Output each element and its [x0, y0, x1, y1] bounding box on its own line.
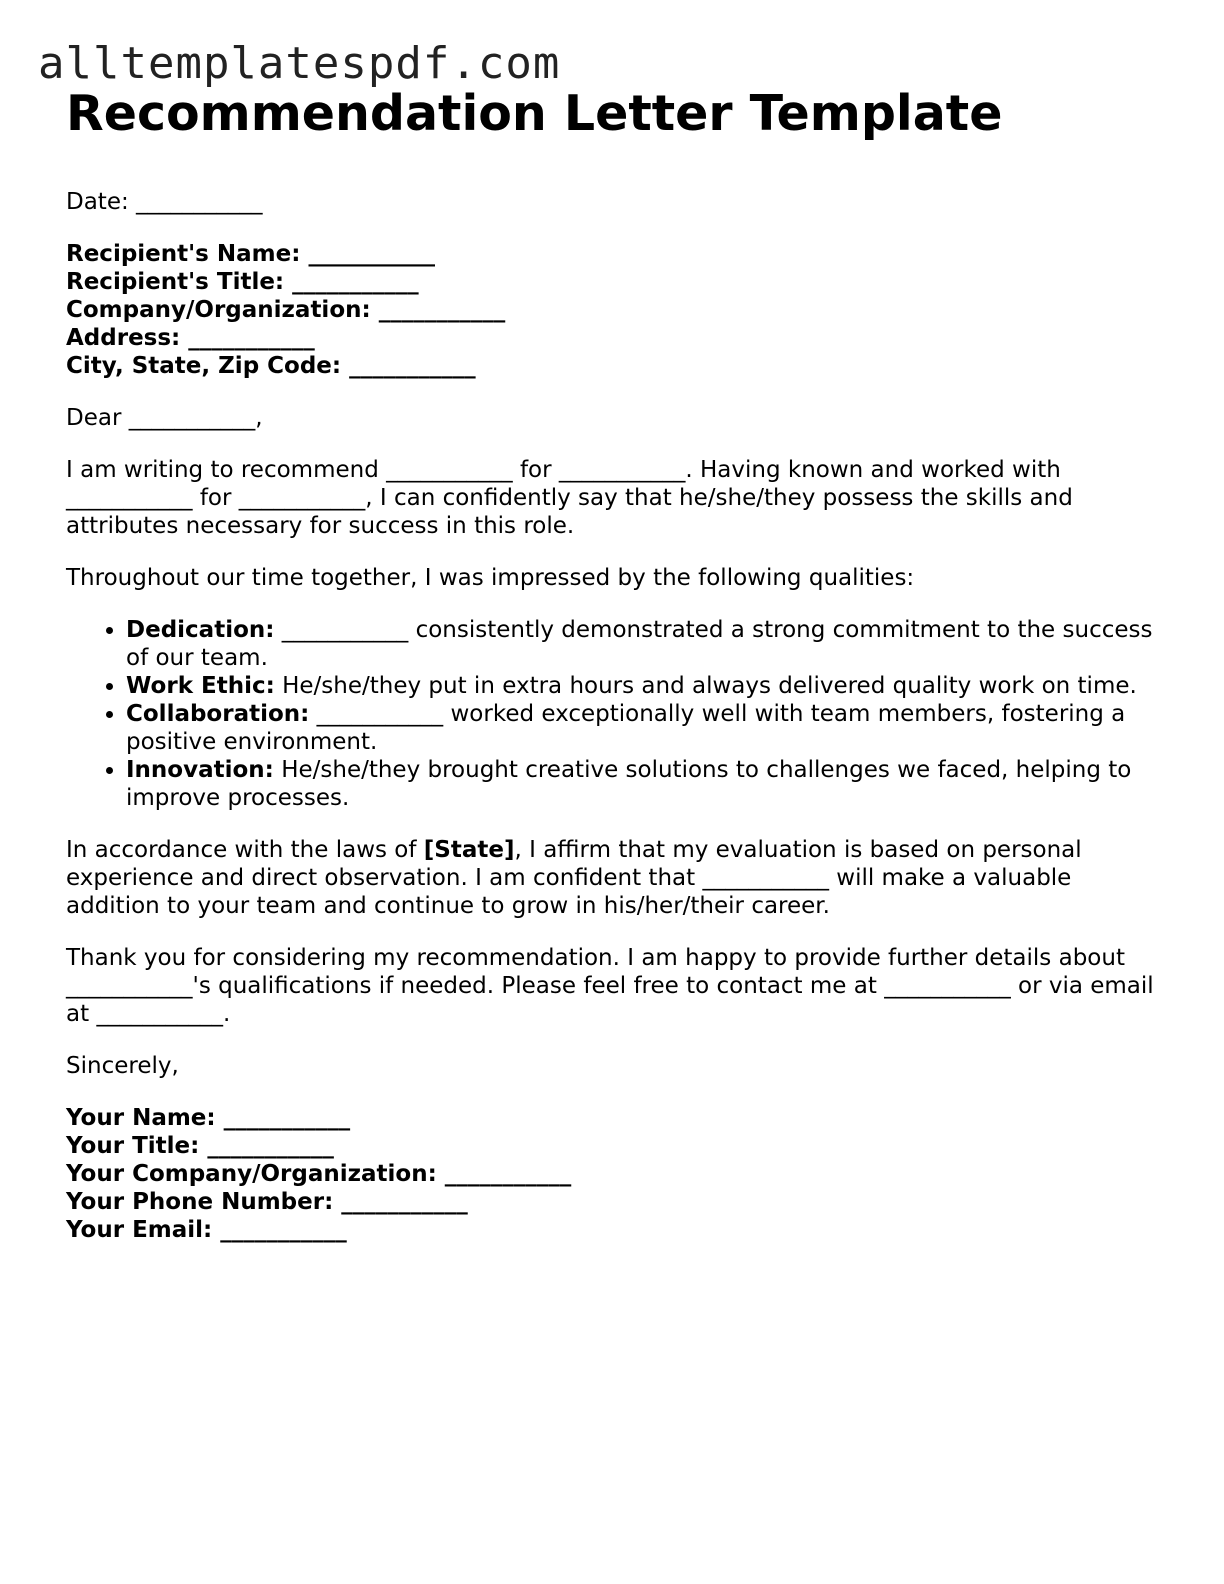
- duration-blank: ___________: [238, 485, 366, 511]
- candidate-blank: ___________: [702, 865, 829, 891]
- list-item: [126, 756, 1156, 812]
- thanks-text: or via email at: [66, 973, 1154, 1027]
- page-title: Recommendation Letter Template: [66, 85, 1003, 142]
- list-item: [126, 700, 1156, 756]
- recipient-field-blank: ___________: [349, 353, 476, 379]
- intro-text: . Having known and worked with: [685, 457, 1061, 483]
- quality-blank: ___________: [316, 701, 444, 727]
- date-label: Date:: [66, 189, 129, 215]
- sender-block: [66, 1104, 1156, 1244]
- quality-label: Collaboration:: [126, 701, 310, 727]
- recipient-field: [66, 352, 1156, 380]
- salutation: [66, 404, 1156, 432]
- sender-field-blank: ___________: [223, 1105, 351, 1131]
- intro-paragraph: [66, 456, 1156, 540]
- recipient-field-label: Address:: [66, 325, 181, 351]
- quality-label: Work Ethic:: [126, 673, 275, 699]
- qualities-intro: Throughout our time together, I was impressed by the following qualities:: [66, 565, 915, 591]
- salutation-suffix: ,: [255, 405, 263, 431]
- sender-field-label: Your Email:: [66, 1217, 213, 1243]
- date-line: [66, 188, 1156, 216]
- sender-field: [66, 1188, 1156, 1216]
- recipient-field: [66, 324, 1156, 352]
- date-blank: ___________: [136, 189, 263, 215]
- sender-field-blank: ___________: [341, 1189, 468, 1215]
- quality-text: He/she/they put in extra hours and always delivered quality work on time.: [282, 673, 1137, 699]
- recipient-field-label: Recipient's Title:: [66, 269, 285, 295]
- intro-text: for: [519, 457, 552, 483]
- phone-blank: ___________: [884, 973, 1011, 999]
- sender-field-blank: ___________: [207, 1133, 334, 1159]
- affirmation-text: , I affirm that my evaluation is based on personal experience and direct observation. I am confident that: [66, 837, 1082, 891]
- recipient-field-label: Company/Organization:: [66, 297, 371, 323]
- thanks-text: .: [222, 1001, 231, 1027]
- list-item: [126, 616, 1156, 672]
- recipient-field-blank: ___________: [308, 241, 435, 267]
- quality-text: worked exceptionally well with team members, fostering a positive environment.: [126, 701, 1126, 755]
- quality-label: Innovation:: [126, 757, 274, 783]
- candidate-blank: ___________: [66, 485, 193, 511]
- recipient-field: [66, 296, 1156, 324]
- candidate-blank: ___________: [66, 973, 193, 999]
- recipient-field: [66, 240, 1156, 268]
- qualities-list: [66, 616, 1156, 812]
- recipient-field-blank: ___________: [378, 297, 506, 323]
- list-item: [126, 672, 1156, 700]
- sender-field: [66, 1216, 1156, 1244]
- sender-field-label: Your Company/Organization:: [66, 1161, 437, 1187]
- position-blank: ___________: [558, 457, 686, 483]
- thanks-text: Thank you for considering my recommendation. I am happy to provide further details about: [66, 945, 1125, 971]
- recipient-field-label: Recipient's Name:: [66, 241, 301, 267]
- sender-field: [66, 1132, 1156, 1160]
- intro-text: I am writing to recommend: [66, 457, 379, 483]
- affirmation-paragraph: [66, 836, 1156, 920]
- intro-text: , I can confidently say that he/she/they possess the skills and attributes necessary for success in this role.: [66, 485, 1073, 539]
- sender-field-label: Your Title:: [66, 1133, 200, 1159]
- recipient-field-blank: ___________: [292, 269, 419, 295]
- sender-field: [66, 1160, 1156, 1188]
- state-placeholder: [State]: [423, 837, 515, 863]
- sender-field-blank: ___________: [220, 1217, 347, 1243]
- thanks-paragraph: [66, 944, 1156, 1028]
- sender-field-blank: ___________: [444, 1161, 572, 1187]
- candidate-blank: ___________: [386, 457, 513, 483]
- sender-field-label: Your Name:: [66, 1105, 216, 1131]
- letter-document: [66, 84, 1156, 1268]
- salutation-blank: ___________: [128, 405, 256, 431]
- affirmation-text: will make a valuable addition to your team and continue to grow in his/her/their career.: [66, 865, 1072, 919]
- thanks-text: 's qualifications if needed. Please feel free to contact me at: [192, 973, 877, 999]
- watermark-text: alltemplatespdf.com: [38, 38, 561, 89]
- closing: Sincerely,: [66, 1053, 179, 1079]
- recipient-block: [66, 240, 1156, 380]
- sender-field-label: Your Phone Number:: [66, 1189, 334, 1215]
- recipient-field-label: City, State, Zip Code:: [66, 353, 342, 379]
- recipient-field-blank: ___________: [188, 325, 315, 351]
- intro-text: for: [199, 485, 232, 511]
- quality-blank: ___________: [281, 617, 409, 643]
- salutation-prefix: Dear: [66, 405, 122, 431]
- affirmation-text: In accordance with the laws of: [66, 837, 417, 863]
- sender-field: [66, 1104, 1156, 1132]
- quality-text: consistently demonstrated a strong commitment to the success of our team.: [126, 617, 1153, 671]
- quality-label: Dedication:: [126, 617, 275, 643]
- quality-text: He/she/they brought creative solutions to challenges we faced, helping to improve processes.: [126, 757, 1132, 811]
- recipient-field: [66, 268, 1156, 296]
- email-blank: ___________: [96, 1001, 223, 1027]
